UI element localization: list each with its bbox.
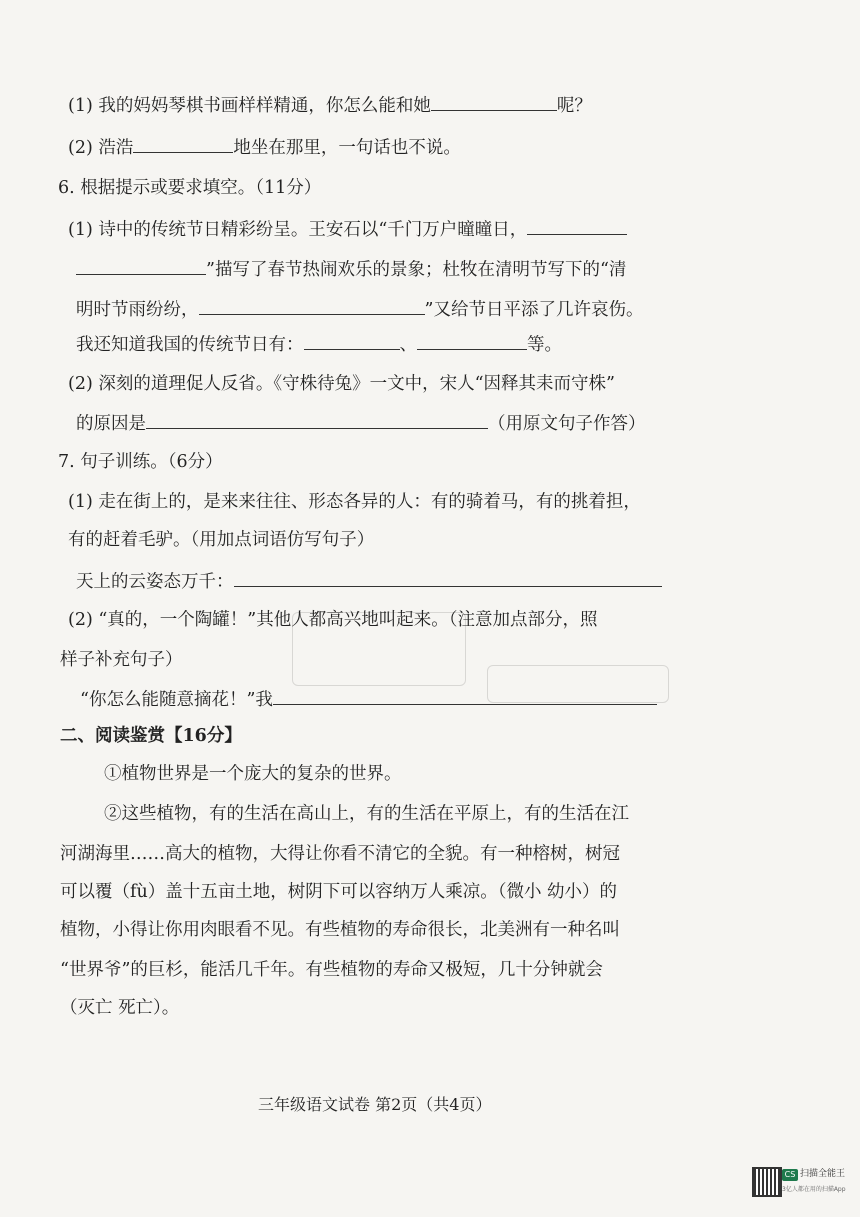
passage-paragraph-2-line-3: 可以覆（fù）盖十五亩土地，树阴下可以容纳万人乘凉。（微小 幼小）的: [60, 882, 618, 902]
passage-paragraph-2-line-1: ②这些植物，有的生活在高山上，有的生活在平原上，有的生活在江: [104, 804, 629, 824]
question-7-title: 7. 句子训练。（6分）: [58, 452, 223, 472]
fill-item-2: (2) 浩浩 地坐在那里，一句话也不说。: [68, 134, 461, 160]
question-6-line-3: 明时节雨纷纷， ”又给节日平添了几许哀伤。: [76, 296, 643, 322]
answer-blank[interactable]: [304, 331, 400, 350]
answer-blank[interactable]: [234, 568, 662, 587]
question-7-line-3: 天上的云姿态万千：: [76, 568, 662, 594]
answer-blank[interactable]: [417, 331, 527, 350]
answer-blank[interactable]: [199, 296, 425, 315]
question-7-line-1: (1) 走在街上的，是来来往往、形态各异的人：有的骑着马，有的挑着担，: [68, 492, 641, 512]
answer-blank[interactable]: [273, 686, 657, 705]
question-7-line-4: (2) “真的，一个陶罐！”其他人都高兴地叫起来。（注意加点部分，照: [68, 610, 598, 630]
question-7-line-2: 有的赶着毛驴。（用加点词语仿写句子）: [68, 530, 375, 550]
question-6-line-1: (1) 诗中的传统节日精彩纷呈。王安石以“千门万户曈曈日，: [68, 216, 627, 242]
section-2-title: 二、阅读鉴赏【16分】: [60, 726, 242, 746]
question-6-line-6: 的原因是 （用原文句子作答）: [76, 410, 646, 436]
passage-paragraph-1: ①植物世界是一个庞大的复杂的世界。: [104, 764, 402, 784]
answer-blank[interactable]: [146, 410, 488, 429]
answer-blank[interactable]: [133, 134, 233, 153]
scanner-watermark-title: 扫描全能王: [800, 1169, 846, 1179]
answer-blank[interactable]: [76, 256, 206, 275]
answer-blank[interactable]: [431, 92, 557, 111]
passage-paragraph-2-line-2: 河湖海里……高大的植物，大得让你看不清它的全貌。有一种榕树，树冠: [60, 844, 620, 864]
fill-item-1: (1) 我的妈妈琴棋书画样样精通，你怎么能和她 呢？: [68, 92, 592, 118]
passage-paragraph-2-line-6: （灭亡 死亡）。: [60, 998, 180, 1018]
qr-code-icon: [752, 1167, 782, 1197]
passage-paragraph-2-line-4: 植物，小得让你用肉眼看不见。有些植物的寿命很长，北美洲有一种名叫: [60, 920, 620, 940]
question-6-line-5: (2) 深刻的道理促人反省。《守株待兔》一文中，宋人“因释其耒而守株”: [68, 374, 615, 394]
scanner-logo-icon: CS: [782, 1169, 798, 1181]
page-footer: 三年级语文试卷 第2页（共4页）: [258, 1095, 492, 1114]
question-6-title: 6. 根据提示或要求填空。（11分）: [58, 178, 322, 198]
passage-paragraph-2-line-5: “世界爷”的巨杉，能活几千年。有些植物的寿命又极短，几十分钟就会: [60, 960, 603, 980]
question-7-line-5: 样子补充句子）: [60, 650, 183, 670]
question-7-line-6: “你怎么能随意摘花！”我: [80, 686, 657, 712]
question-6-line-4: 我还知道我国的传统节日有： 、 等。: [76, 331, 562, 357]
question-6-line-2: ”描写了春节热闹欢乐的景象；杜牧在清明节写下的“清: [76, 256, 626, 282]
answer-blank[interactable]: [527, 216, 627, 235]
scanner-watermark-subtitle: 3亿人都在用的扫描App: [782, 1186, 846, 1193]
